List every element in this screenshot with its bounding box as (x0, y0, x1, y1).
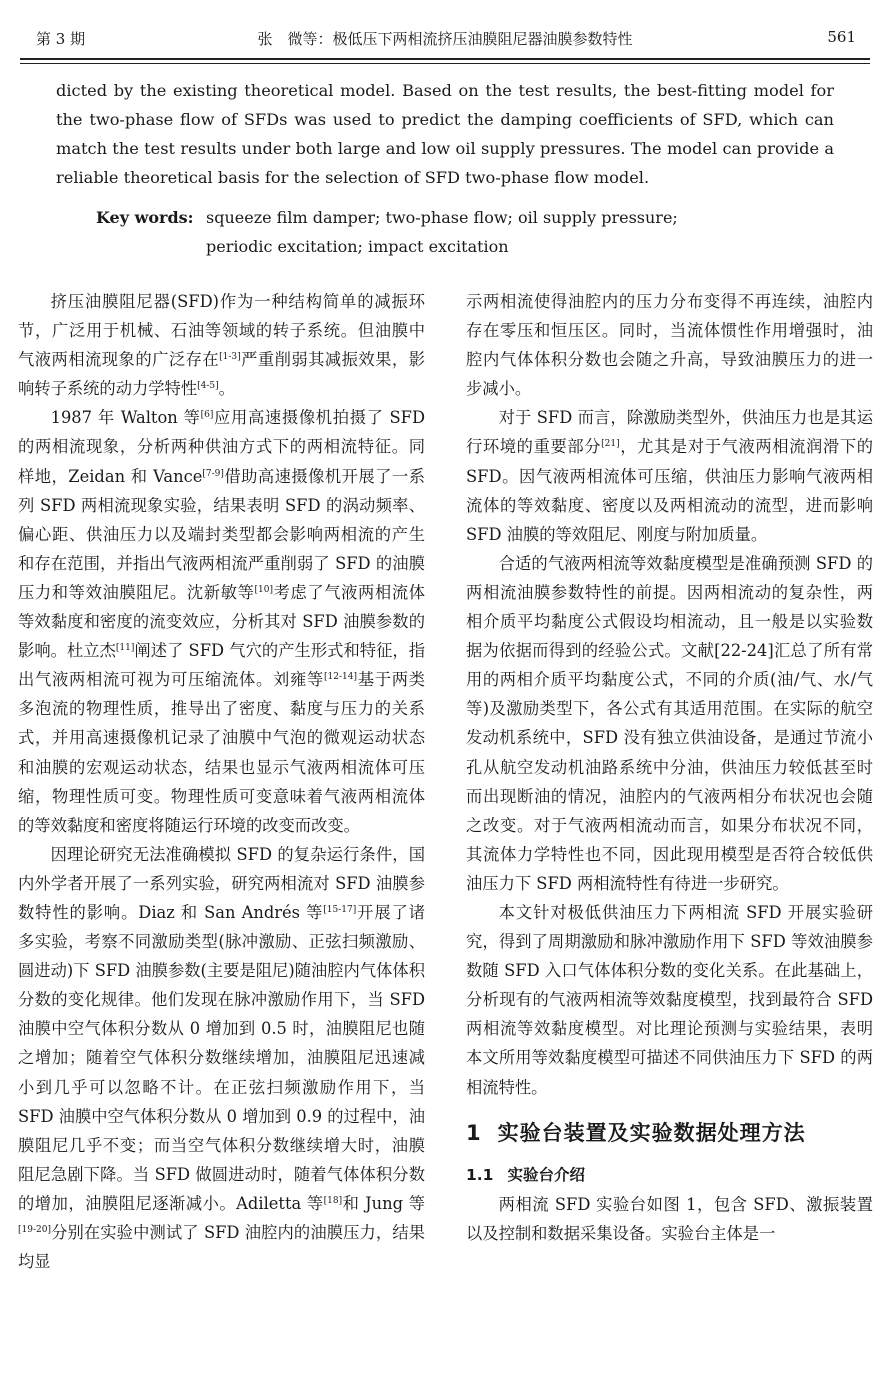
subsection-heading (466, 1160, 873, 1190)
keywords-label: Key words: (96, 208, 194, 227)
keywords-line-2: periodic excitation; impact excitation (206, 237, 509, 256)
paragraph: 因理论研究无法准确模拟 SFD 的复杂运行条件，国内外学者开展了一系列实验，研究两相流对 SFD 油膜参数特性的影响。Diaz 和 San Andrés 等[15-17]开展了诸多实验，考察不同激励类型(脉冲激励、正弦扫频激励、圆进动)下 SFD 油膜参数(主要是阻尼)随油腔内气体体积分数的变化规律。他们发现在脉冲激励作用下，当 SFD 油膜中空气体积分数从 0 增加到 0.5 时，油膜阻尼也随之增加；随着空气体积分数继续增加，油膜阻尼迅速减小到几乎可以忽略不计。在正弦扫频激励作用下，当 SFD 油膜中空气体积分数从 0 增加到 0.9 的过程中，油膜阻尼几乎不变；而当空气体积分数继续增大时，油膜阻尼急剧下降。当 SFD 做圆进动时，随着气体体积分数的增加，油膜阻尼逐渐减小。Adiletta 等[18]和 Jung 等[19-20]分别在实验中测试了 SFD 油腔内的油膜压力，结果均显 (18, 844, 425, 1272)
citation: [19-20] (18, 1225, 51, 1235)
paragraph: 挤压油膜阻尼器(SFD)作为一种结构简单的减振环节，广泛用于机械、石油等领域的转子系统。但油膜中气液两相流现象的广泛存在[1-3]严重削弱其减振效果，影响转子系统的动力学特性[4-5]。 (18, 292, 425, 399)
paragraph: 对于 SFD 而言，除激励类型外，供油压力也是其运行环境的重要部分[21]，尤其是对于气液两相流润滑下的 SFD。因气液两相流体可压缩，供油压力影响气液两相流体的等效黏度、密度以及两相流动的流型，进而影响 SFD 油膜的等效阻尼、刚度与附加质量。 (466, 408, 873, 544)
running-title: 张 微等：极低压下两相流挤压油膜阻尼器油膜参数特性 (257, 30, 633, 48)
right-column (466, 287, 873, 1248)
header-rule (20, 58, 870, 64)
issue-label: 第 3 期 (36, 30, 86, 48)
page-number: 561 (827, 28, 856, 46)
citation: [7-9] (202, 468, 224, 479)
section-number: 1 (466, 1120, 482, 1145)
section-title: 实验台装置及实验数据处理方法 (497, 1120, 806, 1145)
citation: [1-3] (219, 352, 241, 363)
citation: [12-14] (324, 672, 357, 683)
left-column (18, 287, 425, 1276)
citation: [21] (601, 439, 620, 450)
section-heading (466, 1116, 873, 1150)
subsection-number: 1.1 (466, 1165, 494, 1184)
citation: [11] (115, 643, 135, 654)
paragraph: 两相流 SFD 实验台如图 1，包含 SFD、激振装置以及控制和数据采集设备。实验台主体是一 (466, 1194, 873, 1243)
citation: [10] (254, 584, 273, 595)
running-header (20, 28, 870, 54)
paragraph: 1987 年 Walton 等[6]应用高速摄像机拍摄了 SFD 的两相流现象，分析两种供油方式下的两相流特征。同样地，Zeidan 和 Vance[7-9]借助高速摄像机开展了一系列 SFD 两相流现象实验，结果表明 SFD 的涡动频率、偏心距、供油压力以及端封类型都会影响两相流的产生和存在范围，并指出气液两相流严重削弱了 SFD 的油膜压力和等效油膜阻尼。沈新敏等[10]考虑了气液两相流体等效黏度和密度的流变效应，分析其对 SFD 油膜参数的影响。杜立杰[11]阐述了 SFD 气穴的产生形式和特征，指出气液两相流可视为可压缩流体。刘雍等[12-14]基于两类多泡流的物理性质，推导出了密度、黏度与压力的关系式，并用高速摄像机记录了油膜中气泡的微观运动状态和油膜的宏观运动状态，结果也显示气液两相流体可压缩，物理性质可变。物理性质可变意味着气液两相流体的等效黏度和密度将随运行环境的改变而改变。 (18, 408, 425, 835)
subsection-title: 实验台介绍 (507, 1165, 585, 1184)
keywords-line-1: squeeze film damper; two-phase flow; oil supply pressure; (206, 208, 678, 227)
paragraph: 合适的气液两相流等效黏度模型是准确预测 SFD 的两相流油膜参数特性的前提。因两相流动的复杂性，两相介质平均黏度公式假设均相流动，且一般是以实验数据为依据而得到的经验公式。文献[22-24]汇总了所有常用的两相介质平均黏度公式，不同的介质(油/气、水/气等)及激励类型下，各公式有其适用范围。在实际的航空发动机系统中，SFD 没有独立供油设备，是通过节流小孔从航空发动机油路系统中分油，供油压力较低甚至时而出现断油的情况，油腔内的气液两相分布状况也会随之改变。对于气液两相流动而言，如果分布状况不同，其流体力学特性也不同，因此现用模型是否符合较低供油压力下 SFD 两相流特性有待进一步研究。 (466, 553, 873, 893)
paragraph: 示两相流使得油腔内的压力分布变得不再连续，油腔内存在零压和恒压区。同时，当流体惯性作用增强时，油腔内气体体积分数也会随之升高，导致油膜压力的进一步减小。 (466, 292, 873, 399)
citation: [18] (323, 1195, 343, 1206)
abstract-text: dicted by the existing theoretical model. Based on the test results, the best-fitting model for the two-phase flow of SFDs was used to predict the damping coefficients of SFD, which can match the test results under both large and low oil supply pressures. The model can provide a reliable theoretical basis for the selection of SFD two-phase flow model. (56, 81, 834, 187)
paragraph: 本文针对极低供油压力下两相流 SFD 开展实验研究，得到了周期激励和脉冲激励作用下 SFD 等效油膜参数随 SFD 入口气体体积分数的变化关系。在此基础上，分析现有的气液两相流等效黏度模型，找到最符合 SFD 两相流等效黏度模型。对比理论预测与实验结果，表明本文所用等效黏度模型可描述不同供油压力下 SFD 的两相流特性。 (466, 902, 873, 1097)
citation: [15-17] (323, 904, 357, 915)
citation: [6] (200, 410, 214, 421)
citation: [4-5] (197, 381, 219, 392)
